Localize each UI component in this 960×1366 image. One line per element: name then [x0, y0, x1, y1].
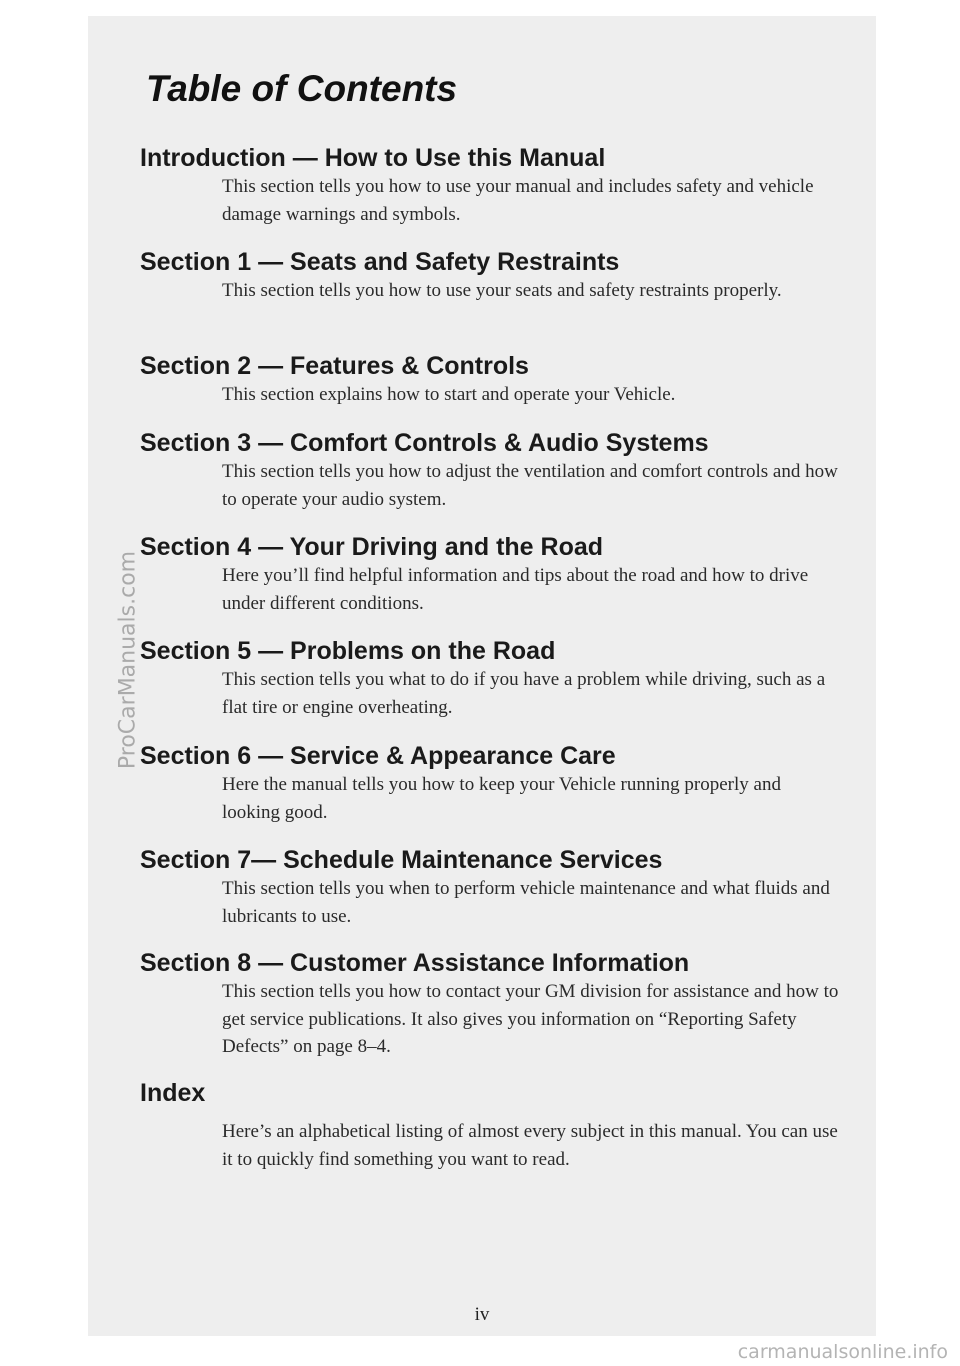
entry-description: This section explains how to start and operate your Vehicle.	[222, 384, 676, 405]
toc-entry-section-8	[140, 948, 860, 1061]
watermark-bottom: carmanualsonline.info	[737, 1341, 948, 1363]
entry-heading: Index	[140, 1079, 206, 1107]
toc-entry-section-3	[140, 428, 860, 513]
entry-heading: Section 6 — Service & Appearance Care	[140, 742, 616, 770]
manual-page	[88, 16, 876, 1336]
toc-entry-section-4	[140, 532, 860, 617]
entry-heading: Introduction — How to Use this Manual	[140, 144, 606, 172]
entry-description: Here’s an alphabetical listing of almost every subject in this manual. You can use it to quickly find something you want to read.	[222, 1121, 838, 1170]
toc-entry-index	[140, 1078, 860, 1173]
entry-heading: Section 1 — Seats and Safety Restraints	[140, 248, 620, 276]
entry-heading: Section 5 — Problems on the Road	[140, 637, 556, 665]
page-title: Table of Contents	[146, 68, 458, 109]
entry-heading: Section 2 — Features & Controls	[140, 352, 529, 380]
entry-description: This section tells you how to use your manual and includes safety and vehicle damage warnings and symbols.	[222, 176, 814, 225]
page-number: iv	[474, 1304, 490, 1325]
toc-entry-section-1	[140, 247, 860, 305]
entry-description: This section tells you how to adjust the ventilation and comfort controls and how to operate your audio system.	[222, 461, 838, 510]
toc-entry-section-7	[140, 845, 860, 930]
entry-description: This section tells you when to perform vehicle maintenance and what fluids and lubricants to use.	[222, 878, 830, 927]
entry-description: This section tells you what to do if you have a problem while driving, such as a flat tire or engine overheating.	[222, 669, 826, 718]
entry-heading: Section 8 — Customer Assistance Information	[140, 949, 690, 977]
entry-heading: Section 4 — Your Driving and the Road	[140, 533, 604, 561]
watermark-side: ProCarManuals.com	[115, 550, 141, 770]
entry-description: Here you’ll find helpful information and tips about the road and how to drive under different conditions.	[222, 565, 809, 614]
entry-description: This section tells you how to contact your GM division for assistance and how to get service publications. It also gives you information on “Reporting Safety Defects” on page 8–4.	[222, 981, 839, 1057]
toc-entry-section-2	[140, 351, 860, 409]
toc-entry-introduction	[140, 143, 860, 228]
entry-heading: Section 7— Schedule Maintenance Services	[140, 846, 663, 874]
entry-heading: Section 3 — Comfort Controls & Audio Systems	[140, 429, 709, 457]
entry-description: This section tells you how to use your seats and safety restraints properly.	[222, 280, 782, 301]
toc-entry-section-6	[140, 741, 860, 826]
entry-description: Here the manual tells you how to keep your Vehicle running properly and looking good.	[222, 774, 781, 823]
toc-entry-section-5	[140, 636, 860, 721]
